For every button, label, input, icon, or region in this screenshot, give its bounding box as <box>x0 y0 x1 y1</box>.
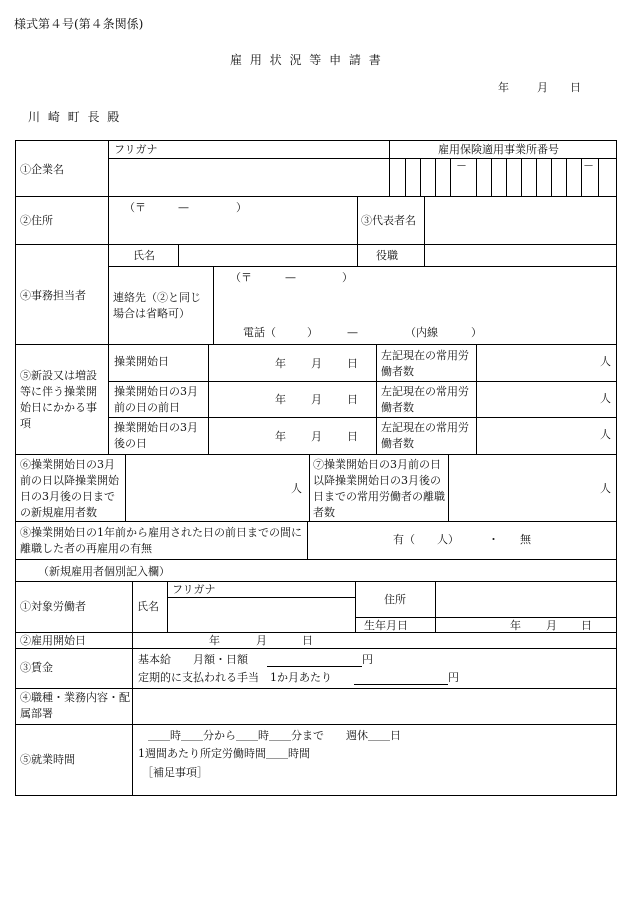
contact-extension: （内線 ） <box>405 326 482 339</box>
operation-row3-year: 年 <box>275 430 286 443</box>
operation-row1-month: 月 <box>311 357 322 370</box>
operation-row1-day: 日 <box>347 357 358 370</box>
new-hires-label: ⑥操業開始日の3月前の日以降操業開始日の3月後の日までの新規雇用者数 <box>20 458 119 519</box>
separations-label: ⑦操業開始日の3月前の日以降操業開始日の3月後の日までの常用労働者の離職者数 <box>313 458 445 519</box>
operation-row2-unit: 人 <box>600 392 611 405</box>
operation-row2-year: 年 <box>275 393 286 406</box>
hire-date-label: ②雇用開始日 <box>20 634 86 647</box>
worker-birth-day: 日 <box>581 619 592 632</box>
operation-row1-year: 年 <box>275 357 286 370</box>
weekly-hours-line: 1週間あたり所定労働時間＿＿時間 <box>138 747 310 760</box>
rehire-separator: ・ <box>488 533 499 546</box>
operation-row1-unit: 人 <box>600 355 611 368</box>
base-pay-underline <box>267 666 362 667</box>
contact-phone-label: 電話（ <box>243 326 276 339</box>
operation-row3-month: 月 <box>311 430 322 443</box>
date-year-label: 年 <box>498 81 509 94</box>
job-label: ④職種・業務内容・配属部署 <box>20 691 130 720</box>
base-pay-label: 基本給 月額・日額 <box>138 653 248 666</box>
contact-name-label: 氏名 <box>133 249 155 262</box>
address-postal-close: ） <box>236 201 247 214</box>
operation-3m-before-label: 操業開始日の3月前の日の前日 <box>114 385 198 414</box>
contact-postal-dash: — <box>285 271 296 284</box>
operation-row2-day: 日 <box>347 393 358 406</box>
operation-start-date-label: 操業開始日 <box>114 355 169 368</box>
address-postal-open: （〒 <box>124 201 146 214</box>
contact-info-label: 連絡先（②と同じ場合は省略可） <box>113 291 201 320</box>
wage-label: ③賃金 <box>20 661 53 674</box>
working-hours-label: ⑤就業時間 <box>20 753 75 766</box>
insurance-number-dash-2: — <box>584 161 593 171</box>
insurance-number-dash-1: — <box>457 161 466 171</box>
address-postal-dash: — <box>178 201 189 214</box>
hire-date-month: 月 <box>256 634 267 647</box>
contact-person-label: ④事務担当者 <box>20 289 86 302</box>
allowance-yen: 円 <box>448 671 459 684</box>
form-number: 様式第４号(第４条関係) <box>14 17 144 31</box>
job-field[interactable] <box>138 692 610 720</box>
individual-section-header: （新規雇用者個別記入欄） <box>38 565 170 578</box>
worker-address-label: 住所 <box>384 593 406 606</box>
hire-date-year: 年 <box>209 634 220 647</box>
operation-section-label: ⑤新設又は増設等に伴う操業開始日にかかる事項 <box>20 369 97 430</box>
rehire-yes[interactable]: 有（ 人） <box>393 533 459 546</box>
contact-name-field[interactable] <box>183 248 351 264</box>
rehire-label: ⑧操業開始日の1年前から雇用された日の前日までの間に離職した者の再雇用の有無 <box>20 526 302 555</box>
contact-postal-open: （〒 <box>230 271 252 284</box>
worker-birth-year: 年 <box>510 619 521 632</box>
allowance-underline <box>354 684 448 685</box>
working-hours-line: ＿＿時＿＿分から＿＿時＿＿分まで 週休＿＿日 <box>148 729 401 742</box>
contact-phone-close: ） <box>307 326 318 339</box>
separations-unit: 人 <box>600 482 611 495</box>
contact-position-label: 役職 <box>376 249 398 262</box>
contact-phone-dash: — <box>347 326 358 339</box>
operation-row2-count-label: 左記現在の常用労働者数 <box>381 385 469 414</box>
operation-row3-day: 日 <box>347 430 358 443</box>
contact-postal-close: ） <box>342 271 353 284</box>
insurance-number-label: 雇用保険適用事業所番号 <box>438 143 559 156</box>
page-title: 雇 用 状 況 等 申 請 書 <box>230 53 383 67</box>
supplementary-notes-label: ［補足事項］ <box>142 766 208 779</box>
rehire-no[interactable]: 無 <box>520 533 531 546</box>
company-furigana-label: フリガナ <box>114 143 158 156</box>
representative-field[interactable] <box>430 200 610 240</box>
allowance-label: 定期的に支払われる手当 1か月あたり <box>138 671 332 684</box>
worker-birth-label: 生年月日 <box>364 619 408 632</box>
operation-row2-month: 月 <box>311 393 322 406</box>
worker-name-label: 氏名 <box>137 600 159 613</box>
hire-date-day: 日 <box>302 634 313 647</box>
date-month-label: 月 <box>537 81 548 94</box>
operation-row3-unit: 人 <box>600 428 611 441</box>
company-name-label: ①企業名 <box>20 163 64 176</box>
addressee: 川 崎 町 長 殿 <box>28 110 122 124</box>
address-label: ②住所 <box>20 214 53 227</box>
operation-3m-after-label: 操業開始日の3月後の日 <box>114 421 198 450</box>
base-pay-yen: 円 <box>362 653 373 666</box>
operation-row1-count-label: 左記現在の常用労働者数 <box>381 349 469 378</box>
target-worker-label: ①対象労働者 <box>20 600 86 613</box>
worker-birth-month: 月 <box>546 619 557 632</box>
operation-row3-count-label: 左記現在の常用労働者数 <box>381 421 469 450</box>
worker-furigana-label: フリガナ <box>172 583 216 596</box>
date-day-label: 日 <box>570 81 581 94</box>
company-name-field[interactable] <box>112 164 384 192</box>
contact-position-field[interactable] <box>430 248 610 264</box>
representative-label: ③代表者名 <box>361 214 416 227</box>
new-hires-unit: 人 <box>291 482 302 495</box>
